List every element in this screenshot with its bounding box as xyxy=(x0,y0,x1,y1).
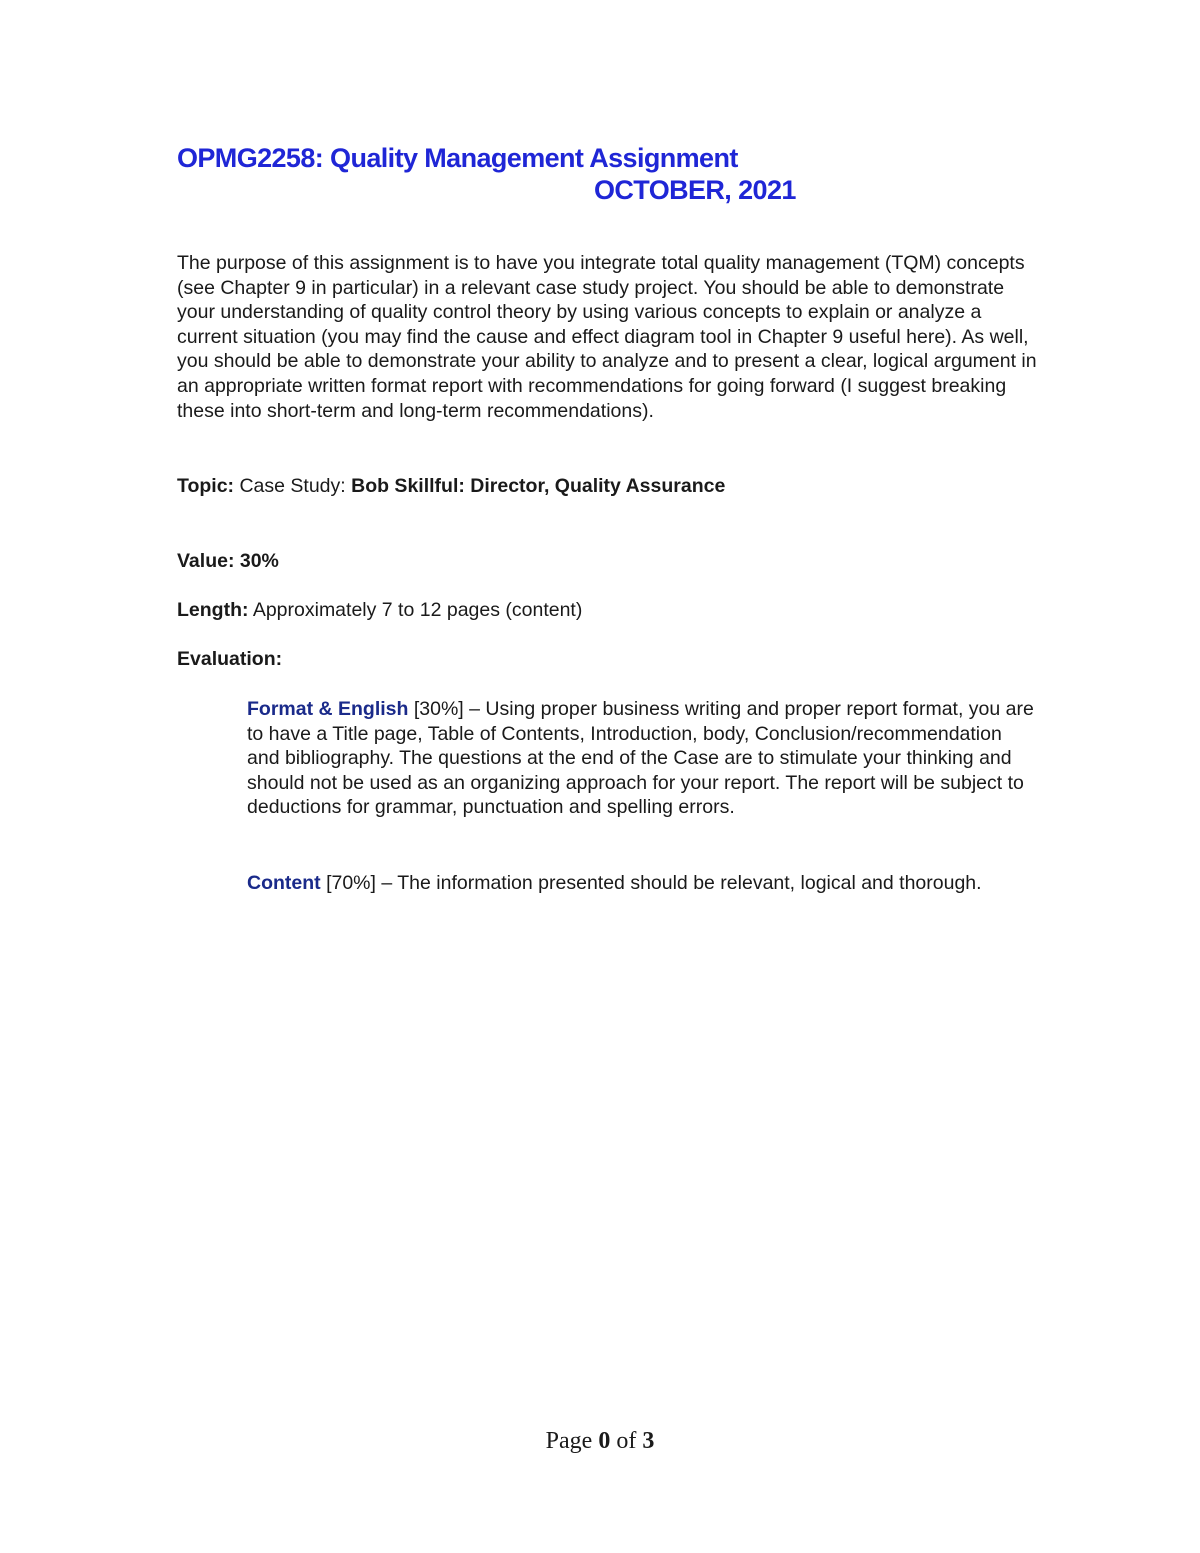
document-title xyxy=(177,142,877,206)
length-value: Approximately 7 to 12 pages (content) xyxy=(248,599,583,621)
topic-prefix: Case Study: xyxy=(234,475,352,497)
evaluation-heading: Evaluation: xyxy=(177,648,283,670)
topic-label: Topic: xyxy=(177,475,235,497)
footer-current-page: 0 xyxy=(598,1428,611,1454)
value-line: Value: 30% xyxy=(177,550,279,572)
footer-page-word: Page xyxy=(545,1428,599,1454)
evaluation-item-text: [30%] – Using proper business writing and proper report format, you are to have a Title page, Table of Contents, Introduction, body, Conclusion/recommendation and bibliography. The questions at the end of the Case are to stimulate your thinking and should not be used as an organizing approach for your report. The report will be subject to deductions for grammar, punctuation and spelling errors. xyxy=(247,698,1034,819)
length-line xyxy=(177,598,1037,623)
page-footer xyxy=(0,1428,1200,1455)
footer-total-pages: 3 xyxy=(642,1428,655,1454)
length-label: Length: xyxy=(177,599,249,621)
topic-value: Bob Skillful: Director, Quality Assurance xyxy=(351,475,726,497)
evaluation-item-content xyxy=(247,871,1037,896)
evaluation-item-label: Content xyxy=(247,872,321,894)
title-course: OPMG2258: Quality Management Assignment xyxy=(177,143,738,173)
title-date: OCTOBER, 2021 xyxy=(594,175,796,205)
evaluation-item-label: Format & English xyxy=(247,698,409,720)
topic-line xyxy=(177,474,1037,499)
evaluation-item-format xyxy=(247,697,1037,820)
purpose-paragraph: The purpose of this assignment is to have you integrate total quality management (TQM) concepts (see Chapter 9 in particular) in a relevant case study project. You should be able to demonstrate your understanding of quality control theory by using various concepts to explain or analyze a current situation (you may find the cause and effect diagram tool in Chapter 9 useful here). As well, you should be able to demonstrate your ability to analyze and to present a clear, logical argument in an appropriate written format report with recommendations for going forward (I suggest breaking these into short-term and long-term recommendations). xyxy=(177,252,1037,422)
footer-of-word: of xyxy=(610,1428,643,1454)
evaluation-item-text: [70%] – The information presented should be relevant, logical and thorough. xyxy=(320,872,982,894)
